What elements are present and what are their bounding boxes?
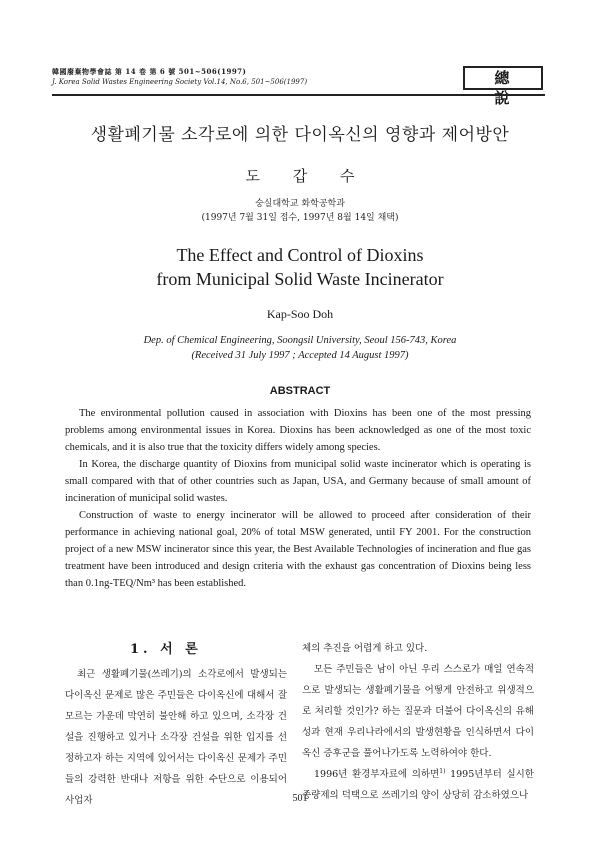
body-column-right xyxy=(302,638,534,806)
english-affiliation: Dep. of Chemical Engineering, Soongsil University, Seoul 156-743, Korea xyxy=(143,335,457,346)
korean-author: 도 갑 수 xyxy=(245,167,369,185)
english-author: Kap-Soo Doh xyxy=(266,307,334,321)
english-received-dates: (Received 31 July 1997 ; Accepted 14 August 1997) xyxy=(191,350,409,361)
korean-title: 생활폐기물 소각로에 의한 다이옥신의 영향과 제어방안 xyxy=(90,125,510,145)
body-column-left xyxy=(65,664,287,811)
korean-received-dates: (1997년 7월 31일 접수, 1997년 8월 14일 채택) xyxy=(201,213,399,223)
section-heading-introduction: 1. 서 론 xyxy=(130,642,202,657)
section-type-badge: 總 說 xyxy=(463,66,543,90)
body-paragraph: 체의 추진을 어렵게 하고 있다. xyxy=(302,643,428,654)
body-paragraph: 최근 생활폐기물(쓰레기)의 소각로에서 발생되는 다이옥신 문제로 많은 주민들은 다이옥신에 대해서 잘 모르는 가운데 막연히 불안해 하고 있으며, 소각장 건설을 진행하고 있거나 소각장 건설을 위한 입지를 선정하고자 하는 지역에 있어서는 다이옥신 문제가 주민들의 강력한 반대나 저항을 위한 수단으로 이용되어 사업자 xyxy=(65,669,287,806)
abstract-paragraph: Construction of waste to energy incinerator will be allowed to proceed after consideration of their performance in achieving national goal, 20% of total MSW generated, until FY 2001. For the construction project of a new MSW incinerator since this year, the Best Available Technologies of incineration and flue gas treatment have been introduced and design criteria with the exhaust gas concentration of Dioxins being less than 0.1ng-TEQ/Nm³ has been established. xyxy=(65,510,531,589)
korean-affiliation: 숭실대학교 화학공학과 xyxy=(255,199,345,209)
body-text: 1995년부터 실시한 종량제의 덕택으로 쓰레기의 양이 상당히 감소하였으나 xyxy=(302,769,534,801)
journal-header-english: J. Korea Solid Wastes Engineering Society Vol.14, No.6, 501~506(1997) xyxy=(52,78,308,86)
english-title xyxy=(0,243,600,291)
abstract-body xyxy=(65,405,531,592)
header-rule xyxy=(52,94,545,96)
citation-ref: 1) xyxy=(439,767,446,775)
page-number: 501 xyxy=(292,793,308,804)
journal-header-korean: 韓國廢棄物學會誌 第 14 卷 第 6 號 501~506(1997) xyxy=(52,67,247,76)
body-text: 1996년 환경부자료에 의하면 xyxy=(314,769,440,780)
english-title-line2: from Municipal Solid Waste Incinerator xyxy=(156,269,444,289)
abstract-paragraph: The environmental pollution caused in association with Dioxins has been one of the most pressing problems among environmental issues in Korea. Dioxins has been acknowledged as one of the most toxic chemicals, and it is also true that the toxicity differs widely among species. xyxy=(65,408,531,453)
abstract-heading: ABSTRACT xyxy=(269,385,331,397)
abstract-paragraph: In Korea, the discharge quantity of Dioxins from municipal solid waste incinerator which is operating is small compared with that of other countries such as Japan, USA, and Germany because of small amount of incineration of municipal solid wastes. xyxy=(65,459,531,504)
english-title-line1: The Effect and Control of Dioxins xyxy=(176,245,424,265)
journal-header xyxy=(52,67,307,87)
body-paragraph: 모든 주민들은 남이 아닌 우리 스스로가 매일 연속적으로 발생되는 생활폐기물을 어떻게 안전하고 위생적으로 처리할 것인가? 하는 질문과 더불어 다이옥신의 유해성과 현재 우리나라에서의 발생현황을 인식하면서 다이옥신 증후군을 풀어나가도록 노력하여야 한다. xyxy=(302,664,534,759)
english-affiliation-block xyxy=(0,333,600,363)
